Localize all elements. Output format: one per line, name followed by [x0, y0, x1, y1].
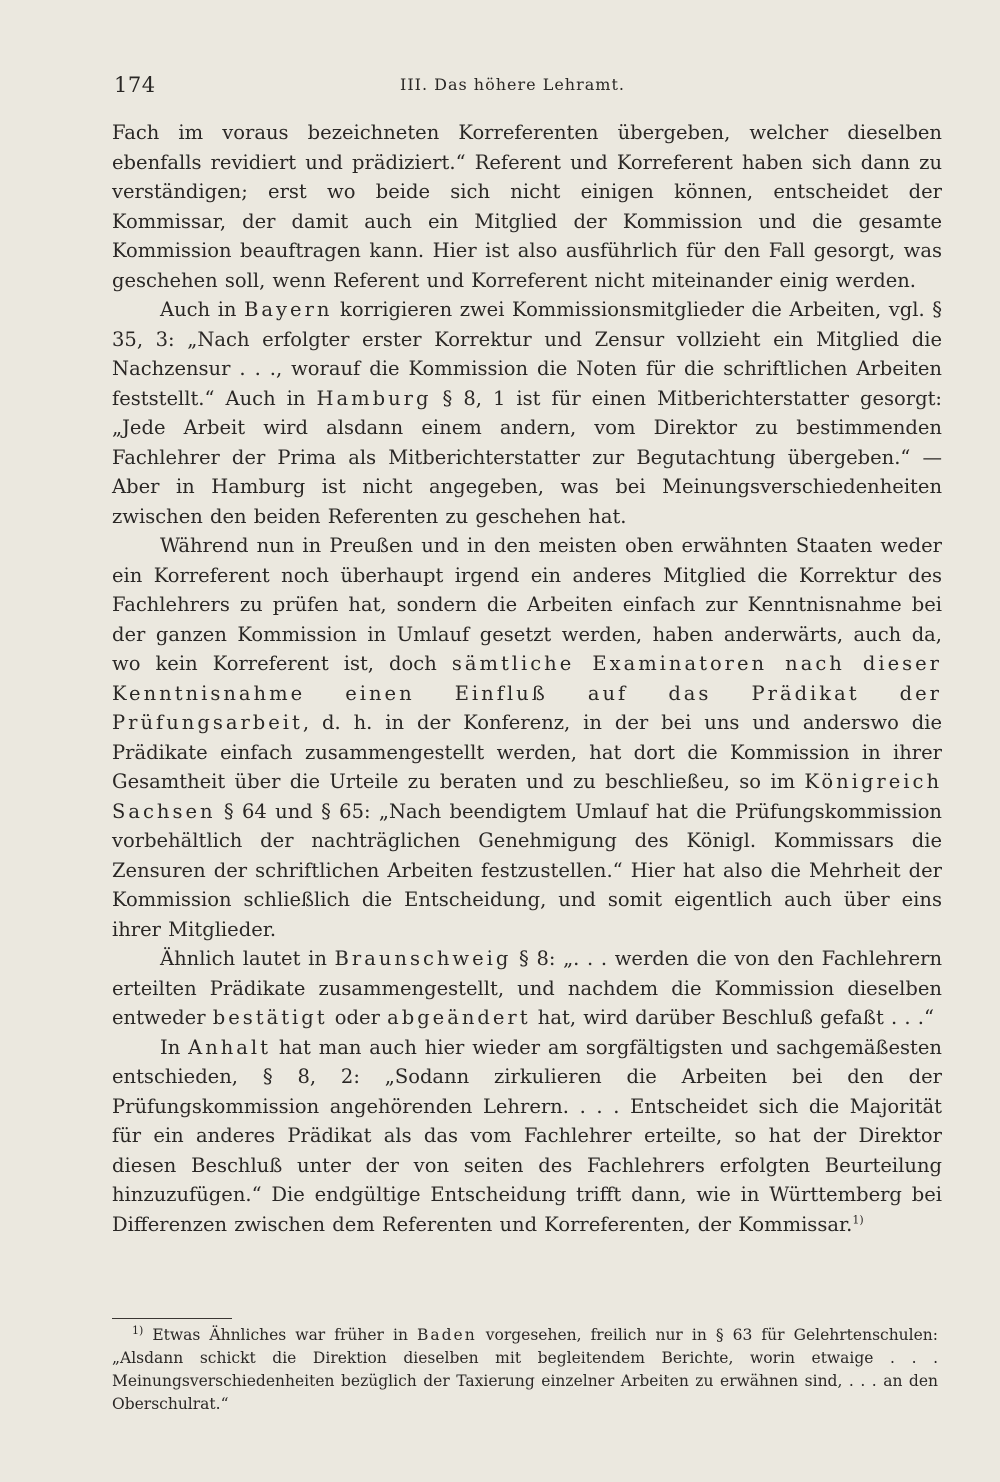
spaced-emphasis: Anhalt	[188, 1035, 272, 1059]
paragraph-5	[112, 1033, 942, 1240]
page-header	[114, 73, 942, 103]
paragraph-3	[112, 531, 942, 944]
text-run: § 64 und § 65: „Nach beendigtem Umlauf hat die Prüfungskommission vorbehältlich der nachträglichen Genehmigung des Königl. Kommissars die Zensuren der schriftlichen Arbeiten festzustellen.“ Hier hat also die Mehrheit der Kommission schließlich die Entscheidung, und somit eigentlich auch über eins ihrer Mitglieder.	[112, 799, 942, 941]
spaced-emphasis: bestätigt	[212, 1006, 328, 1029]
footnote-divider	[112, 1318, 232, 1319]
spaced-emphasis: abgeändert	[387, 1006, 531, 1029]
text-run: , d. h. in der Konferenz, in der bei uns und anderswo die Prädikate einfach zusammengestellt werden, hat dort die Kommission in ihrer Gesamtheit über die Urteile zu beraten und zu beschließeu, so im	[112, 711, 942, 793]
text-run: vorgesehen, freilich nur in § 63 für Gelehrtenschulen: „Alsdann schickt die Direktion dieselben mit begleitendem Berichte, worin etwaige . . . Meinungsverschiedenheiten bezüglich der Taxierung einzelner Arbeiten zu erwähnen sind, . . . an den Oberschulrat.“	[112, 1326, 939, 1413]
footnote	[112, 1324, 938, 1416]
text-run: In	[160, 1035, 189, 1059]
text-run: hat, wird darüber Beschluß gefaßt . . .“	[530, 1006, 934, 1029]
text-run: § 8, 1 ist für einen Mitberichterstatter gesorgt: „Jede Arbeit wird alsdann einem andern, vom Direktor zu bestimmenden Fachlehrer der Prima als Mitberichterstatter zur Begutachtung übergeben.“ — Aber in Hamburg ist nicht angegeben, was bei Meinungsverschiedenheiten zwischen den beiden Referenten zu geschehen hat.	[112, 386, 942, 528]
spaced-emphasis: Hamburg	[316, 386, 432, 410]
body-text	[112, 118, 942, 1239]
footnote-reference[interactable]: 1)	[852, 1213, 864, 1226]
text-run: Ähnlich lautet in	[160, 947, 335, 970]
text-run: Etwas Ähnliches war früher in	[143, 1326, 417, 1344]
text-run: Auch in	[160, 298, 245, 321]
paragraph-4	[112, 944, 942, 1033]
text-run: oder	[327, 1006, 388, 1029]
paragraph-2	[112, 295, 942, 531]
spaced-emphasis: Braunschweig	[334, 947, 512, 970]
spaced-emphasis: Bayern	[244, 298, 333, 321]
spaced-emphasis: Baden	[416, 1326, 477, 1344]
footnote-marker: 1)	[132, 1323, 144, 1337]
paragraph-1: Fach im voraus bezeichneten Korreferenten übergeben, welcher dieselben ebenfalls revidiert und prädiziert.“ Referent und Korreferent haben sich dann zu verständigen; erst wo beide sich nicht einigen können, entscheidet der Kommissar, der damit auch ein Mitglied der Kommission und die gesamte Kommission beauftragen kann. Hier ist also ausführlich für den Fall gesorgt, was geschehen soll, wenn Referent und Korreferent nicht miteinander einig werden.	[112, 121, 942, 292]
text-run: hat man auch hier wieder am sorgfältigsten und sachgemäßesten entschieden, § 8, 2: „Sodann zirkulieren die Arbeiten bei den der Prüfungskommission angehörenden Lehrern. . . . Entscheidet sich die Majorität für ein anderes Prädikat als das vom Fachlehrer erteilte, so hat der Direktor diesen Beschluß unter der von seiten des Fachlehrers erfolgten Beurteilung hinzuzufügen.“ Die endgültige Entscheidung trifft dann, wie in Württemberg bei Differenzen zwischen dem Referenten und Korreferenten, der Kommissar.	[112, 1035, 942, 1236]
running-title: III. Das höhere Lehramt.	[400, 75, 625, 94]
text-run: Während nun in Preußen und in den meisten oben erwähnten Staaten weder ein Korreferent noch überhaupt irgend ein anderes Mitglied die Korrektur des Fachlehrers zu prüfen hat, sondern die Arbeiten einfach zur Kenntnisnahme bei der ganzen Kommission in Umlauf gesetzt werden, haben anderwärts, auch da, wo kein Korreferent ist, doch	[112, 534, 942, 675]
text-run: § 8: „. . . werden die von den Fachlehrern erteilten Prädikate zusammengestellt, und nachdem die Kommission dieselben entweder	[112, 947, 942, 1029]
page-number: 174	[114, 73, 156, 97]
spaced-emphasis: sämtliche Examinatoren nach dieser Kenntnisnahme einen Einfluß auf das Prädikat der Prüfungsarbeit	[112, 652, 943, 734]
spaced-emphasis: Königreich Sachsen	[112, 770, 942, 823]
text-run: korrigieren zwei Kommissionsmitglieder die Arbeiten, vgl. § 35, 3: „Nach erfolgter erster Korrektur und Zensur vollzieht ein Mitglied die Nachzensur . . ., worauf die Kommission die Noten für die schriftlichen Arbeiten feststellt.“ Auch in	[112, 298, 942, 410]
